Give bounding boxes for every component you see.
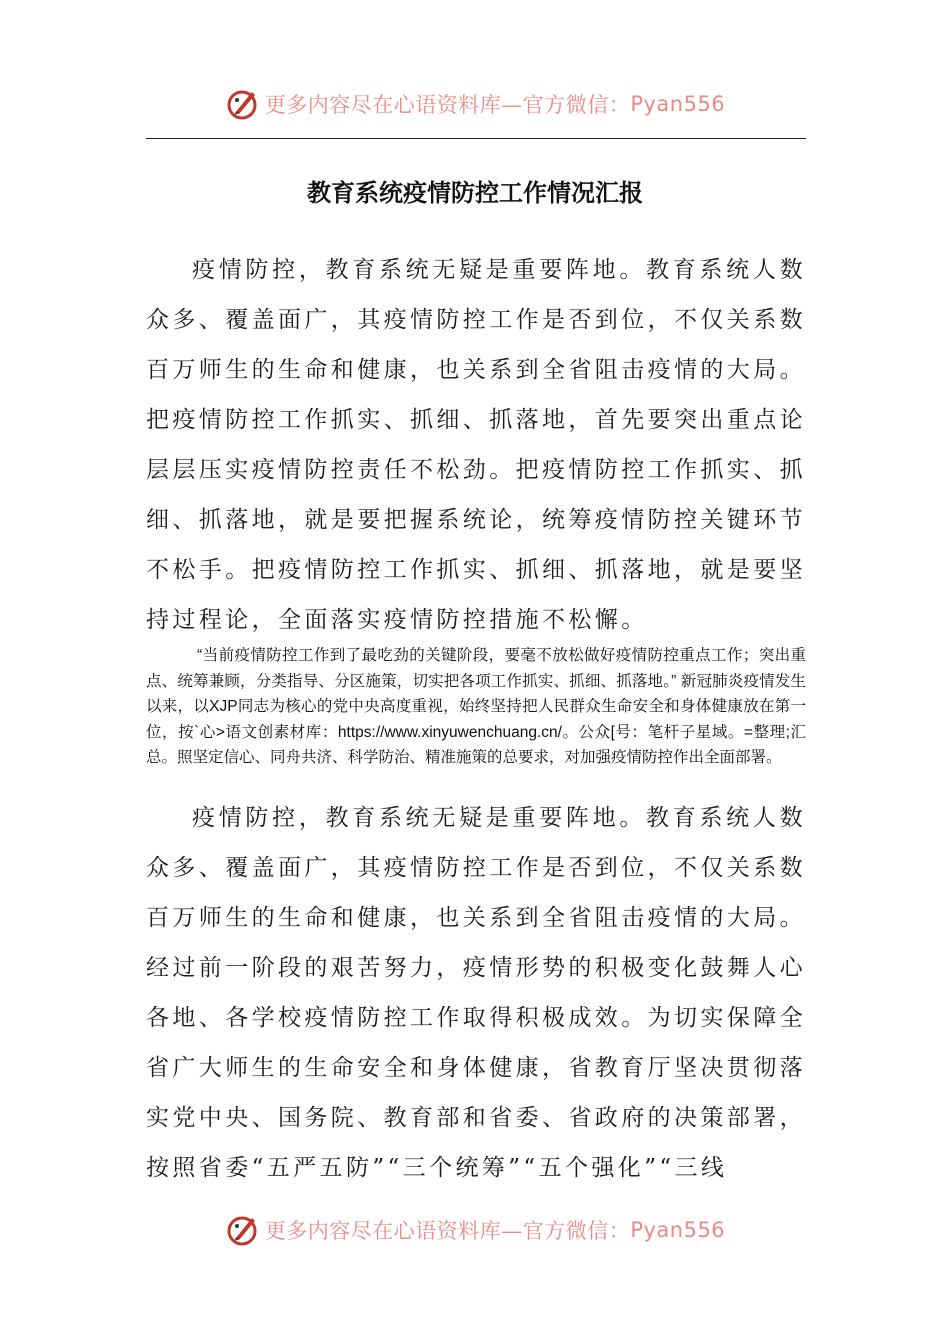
header-banner [0,84,950,124]
quill-pen-logo-icon [225,86,261,122]
banner-text: 更多内容尽在心语资料库—官方微信： [264,1219,631,1243]
banner-text: 更多内容尽在心语资料库—官方微信： [264,93,631,117]
body-paragraph-1: 疫情防控，教育系统无疑是重要阵地。教育系统人数众多、覆盖面广，其疫情防控工作是否到位，不仅关系数百万师生的生命和健康，也关系到全省阻击疫情的大局。把疫情防控工作抓实、抓细、抓落地，首先要突出重点论层层压实疫情防控责任不松劲。把疫情防控工作抓实、抓细、抓落地，就是要把握系统论，统筹疫情防控关键环节不松手。把疫情防控工作抓实、抓细、抓落地，就是要坚持过程论，全面落实疫情防控措施不松懈。 [146,257,806,633]
footer-banner [0,1210,950,1250]
body-paragraph-3: 疫情防控，教育系统无疑是重要阵地。教育系统人数众多、覆盖面广，其疫情防控工作是否到位，不仅关系数百万师生的生命和健康，也关系到全省阻击疫情的大局。经过前一阶段的艰苦努力，疫情形势的积极变化鼓舞人心各地、各学校疫情防控工作取得积极成效。为切实保障全省广大师生的生命安全和身体健康，省教育厅坚决贯彻落实党中央、国务院、教育部和省委、省政府的决策部署，按照省委“五严五防”“三个统筹”“五个强化”“三线 [146,805,806,1181]
header-rule [146,138,806,139]
quill-pen-logo-icon [225,1212,261,1248]
banner-wechat-id: Pyan556 [630,92,726,116]
quote-paragraph: “当前疫情防控工作到了最吃劲的关键阶段，要毫不放松做好疫情防控重点工作；突出重点、统筹兼顾，分类指导、分区施策，切实把各项工作抓实、抓细、抓落地。” 新冠肺炎疫情发生以来，以XJP同志为核心的党中央高度重视，始终坚持把人民群众生命安全和身体健康放在第一位，按`心>语文创素材库：https://www.xinyuwenchuang.cn/。公众[号：笔杆子星域。=整理;汇总。照坚定信心、同舟共济、科学防治、精准施策的总要求，对加强疫情防控作出全面部署。 [146,647,806,766]
banner-wechat-id: Pyan556 [630,1218,726,1242]
document-title: 教育系统疫情防控工作情况汇报 [307,179,643,207]
